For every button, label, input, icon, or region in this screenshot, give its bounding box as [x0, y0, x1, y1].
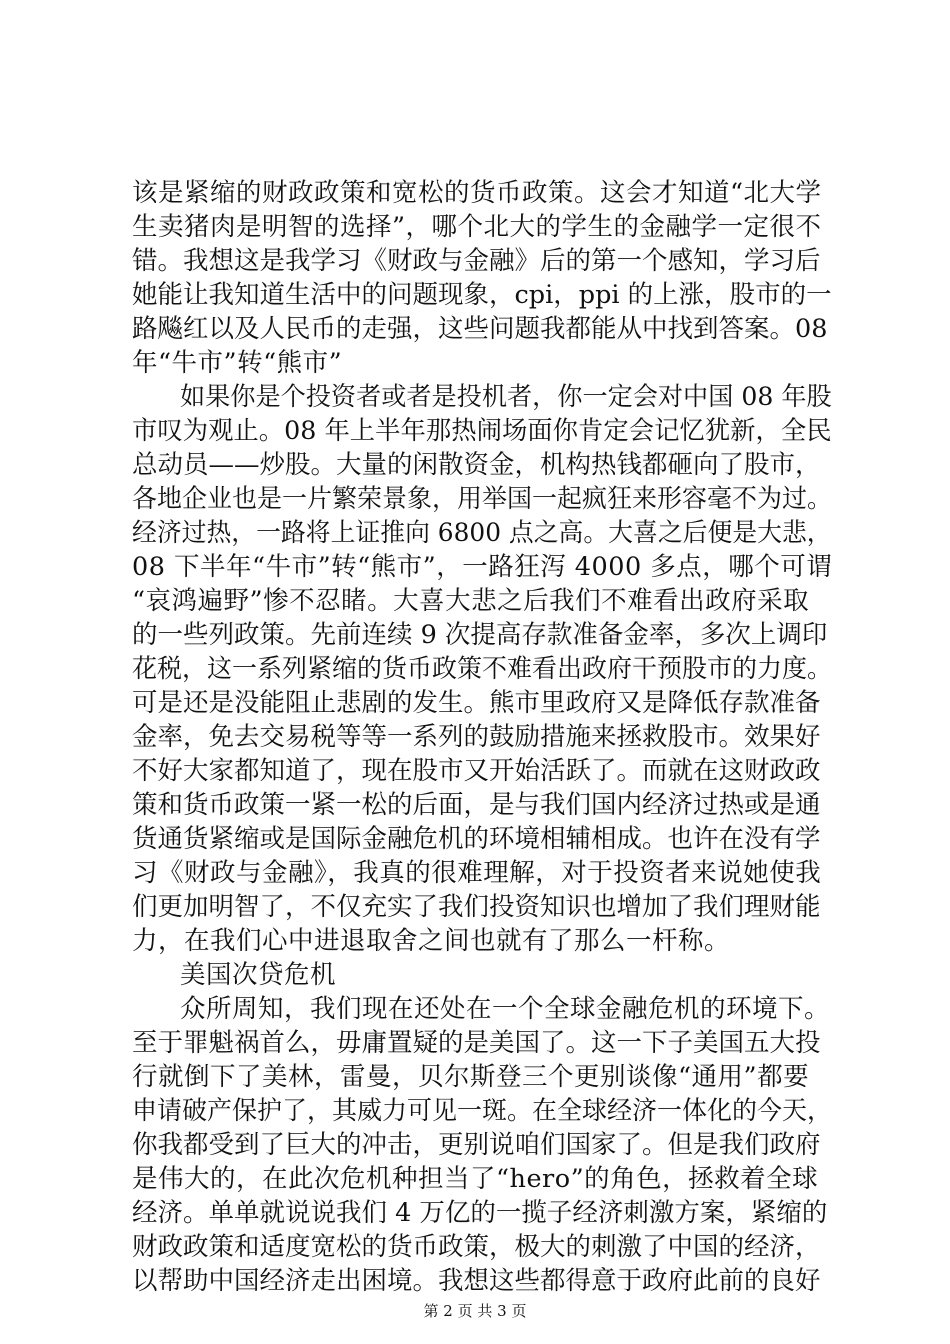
text-line: 如果你是个投资者或者是投机者，你一定会对中国 08 年股	[180, 382, 832, 412]
text-line: 你我都受到了巨大的冲击，更别说咱们国家了。但是我们政府	[132, 1130, 821, 1160]
section-heading: 美国次贷危机	[180, 960, 337, 990]
text-line: 该是紧缩的财政政策和宽松的货币政策。这会才知道“北大学	[132, 178, 822, 208]
text-line: 是伟大的，在此次危机种担当了“hero”的角色，拯救着全球	[132, 1164, 819, 1194]
text-line: 习《财政与金融》，我真的很难理解，对于投资者来说她使我	[132, 858, 822, 888]
text-line: 可是还是没能阻止悲剧的发生。熊市里政府又是降低存款准备	[132, 688, 821, 718]
text-line: 们更加明智了，不仅充实了我们投资知识也增加了我们理财能	[132, 892, 821, 922]
text-line: 错。我想这是我学习《财政与金融》后的第一个感知，学习后	[132, 246, 821, 276]
text-line: 08 下半年“牛市”转“熊市”，一路狂泻 4000 多点，哪个可谓	[132, 552, 833, 582]
text-line: 众所周知，我们现在还处在一个全球金融危机的环境下。	[180, 994, 831, 1024]
page-number-footer: 第 2 页 共 3 页	[423, 1302, 527, 1320]
text-line: 申请破产保护了，其威力可见一斑。在全球经济一体化的今天，	[132, 1096, 833, 1126]
text-line: 的一些列政策。先前连续 9 次提高存款准备金率，多次上调印	[132, 620, 828, 650]
text-line: 力，在我们心中进退取舍之间也就有了那么一杆称。	[132, 926, 731, 956]
text-line: 市叹为观止。08 年上半年那热闹场面你肯定会记忆犹新，全民	[132, 416, 832, 446]
text-line: 路飚红以及人民币的走强，这些问题我都能从中找到答案。08	[132, 314, 828, 344]
text-line: 生卖猪肉是明智的选择”，哪个北大的学生的金融学一定很不	[132, 212, 822, 242]
text-line: 至于罪魁祸首么，毋庸置疑的是美国了。这一下子美国五大投	[132, 1028, 821, 1058]
text-line: 策和货币政策一紧一松的后面，是与我们国内经济过热或是通	[132, 790, 821, 820]
text-line: 经济。单单就说说我们 4 万亿的一揽子经济刺激方案，紧缩的	[132, 1198, 828, 1228]
section-heading: 年“牛市”转“熊市”	[132, 348, 343, 378]
text-line: 花税，这一系列紧缩的货币政策不难看出政府干预股市的力度。	[132, 654, 833, 684]
text-line: 不好大家都知道了，现在股市又开始活跃了。而就在这财政政	[132, 756, 821, 786]
text-line: 以帮助中国经济走出困境。我想这些都得意于政府此前的良好	[132, 1266, 821, 1296]
text-line: 她能让我知道生活中的问题现象，cpi，ppi 的上涨，股市的一	[132, 280, 832, 310]
text-line: 财政政策和适度宽松的货币政策，极大的刺激了中国的经济，	[132, 1232, 821, 1262]
text-line: 各地企业也是一片繁荣景象，用举国一起疯狂来形容毫不为过。	[132, 484, 833, 514]
text-line: 行就倒下了美林，雷曼，贝尔斯登三个更别谈像“通用”都要	[132, 1062, 810, 1092]
text-line: 总动员——炒股。大量的闲散资金，机构热钱都砸向了股市，	[132, 450, 821, 480]
text-line: 货通货紧缩或是国际金融危机的环境相辅相成。也许在没有学	[132, 824, 821, 854]
text-line: 金率，免去交易税等等一系列的鼓励措施来拯救股市。效果好	[132, 722, 821, 752]
text-line: 经济过热，一路将上证推向 6800 点之高。大喜之后便是大悲，	[132, 518, 832, 548]
text-line: “哀鸿遍野”惨不忍睹。大喜大悲之后我们不难看出政府采取	[132, 586, 810, 616]
